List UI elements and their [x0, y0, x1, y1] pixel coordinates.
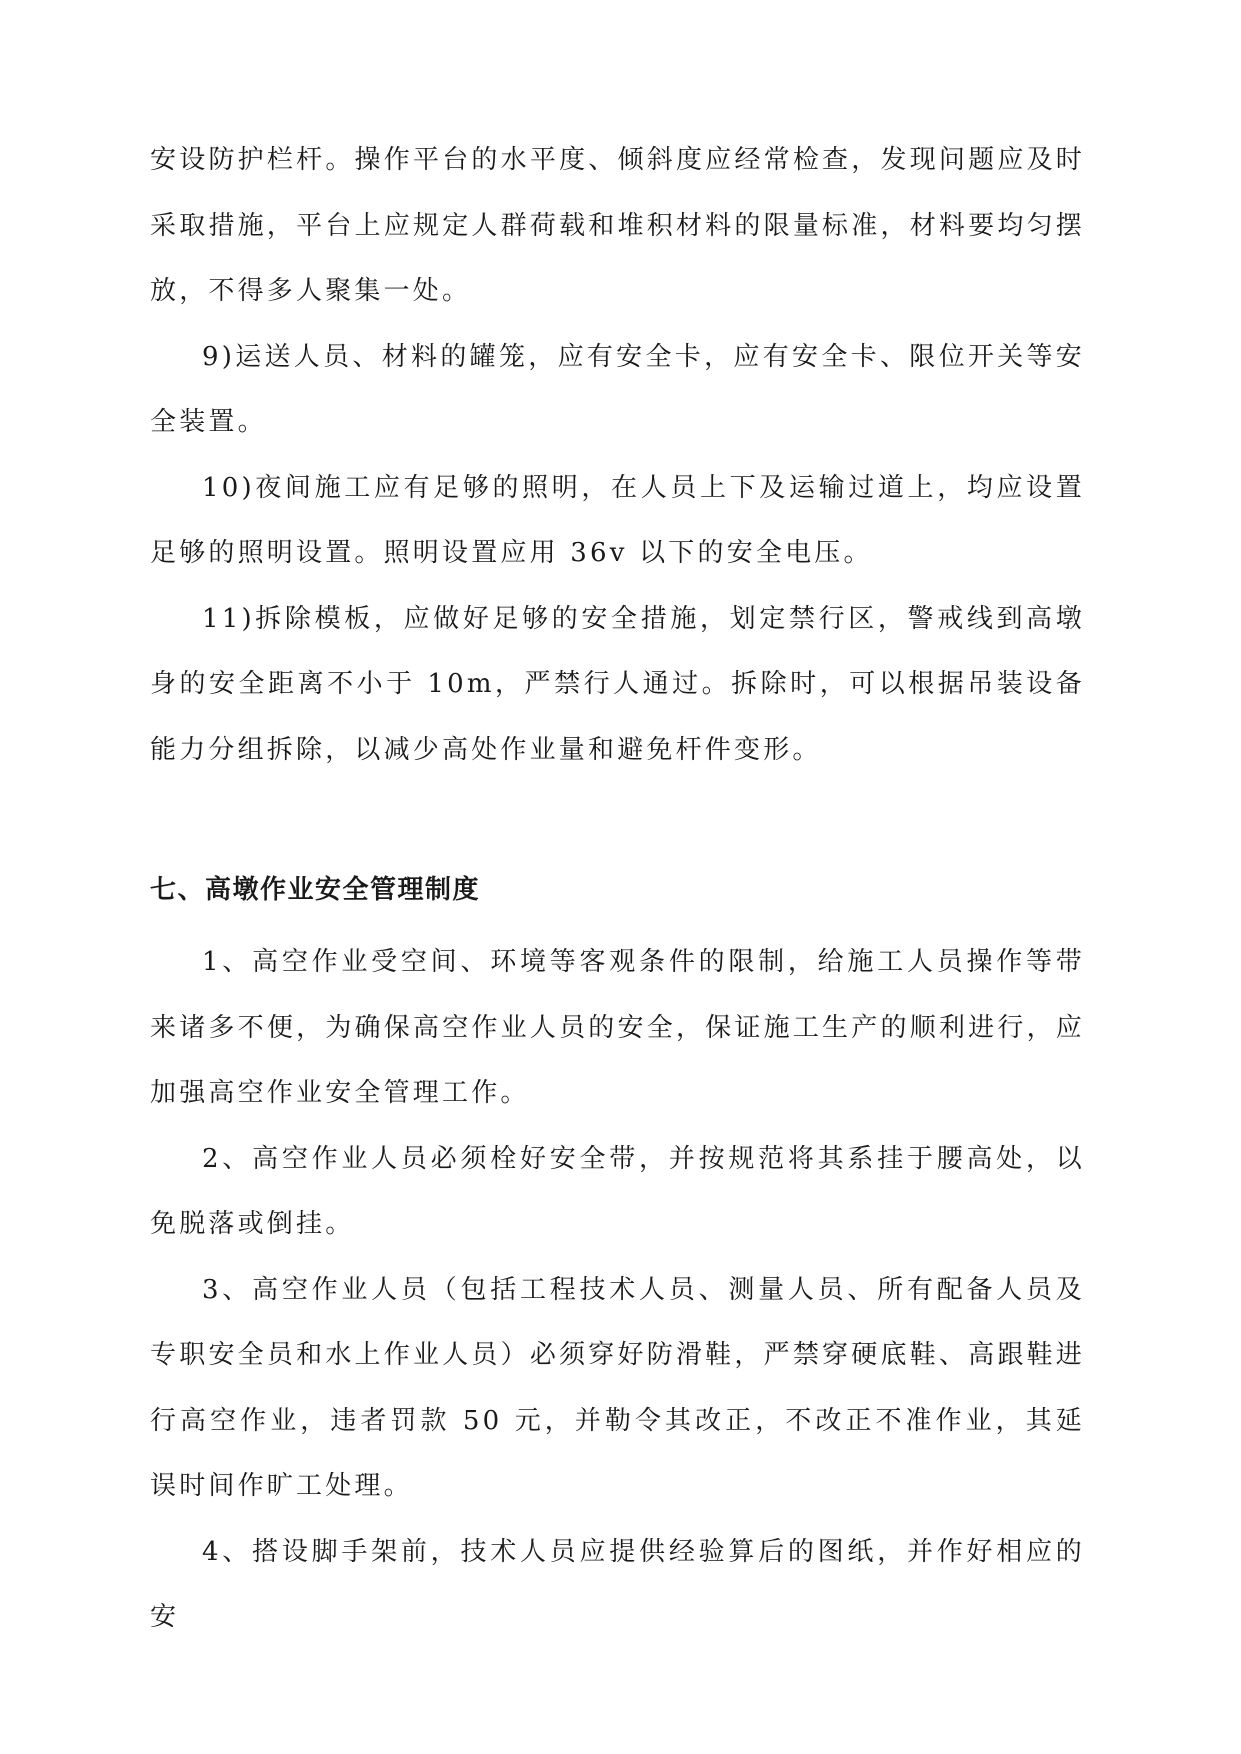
paragraph-continued: 安设防护栏杆。操作平台的水平度、倾斜度应经常检查，发现问题应及时采取措施，平台上应规定人群荷载和堆积材料的限量标准，材料要均匀摆放，不得多人聚集一处。 — [150, 145, 1085, 306]
paragraph-rule-4: 4、搭设脚手架前，技术人员应提供经验算后的图纸，并作好相应的安 — [150, 1536, 1085, 1632]
section-heading: 七、高墩作业安全管理制度 — [150, 875, 481, 905]
paragraph-rule-1: 1、高空作业受空间、环境等客观条件的限制，给施工人员操作等带来诸多不便，为确保高空作业人员的安全，保证施工生产的顺利进行，应加强高空作业安全管理工作。 — [150, 947, 1085, 1108]
paragraph-rule-2: 2、高空作业人员必须栓好安全带，并按规范将其系挂于腰高处，以免脱落或倒挂。 — [150, 1143, 1085, 1239]
body-text-upper — [150, 128, 1085, 783]
paragraph-item-10: 10)夜间施工应有足够的照明，在人员上下及运输过道上，均应设置足够的照明设置。照明设置应用 36v 以下的安全电压。 — [150, 472, 1085, 568]
paragraph-item-11: 11)拆除模板，应做好足够的安全措施，划定禁行区，警戒线到高墩身的安全距离不小于 10m，严禁行人通过。拆除时，可以根据吊装设备能力分组拆除，以减少高处作业量和避免杆件变形。 — [150, 603, 1085, 765]
body-text-lower — [150, 930, 1085, 1651]
paragraph-item-9: 9)运送人员、材料的罐笼，应有安全卡，应有安全卡、限位开关等安全装置。 — [150, 341, 1085, 437]
paragraph-rule-3: 3、高空作业人员（包括工程技术人员、测量人员、所有配备人员及专职安全员和水上作业人员）必须穿好防滑鞋，严禁穿硬底鞋、高跟鞋进行高空作业，违者罚款 50 元，并勒令其改正，不改正不准作业，其延误时间作旷工处理。 — [150, 1274, 1085, 1501]
